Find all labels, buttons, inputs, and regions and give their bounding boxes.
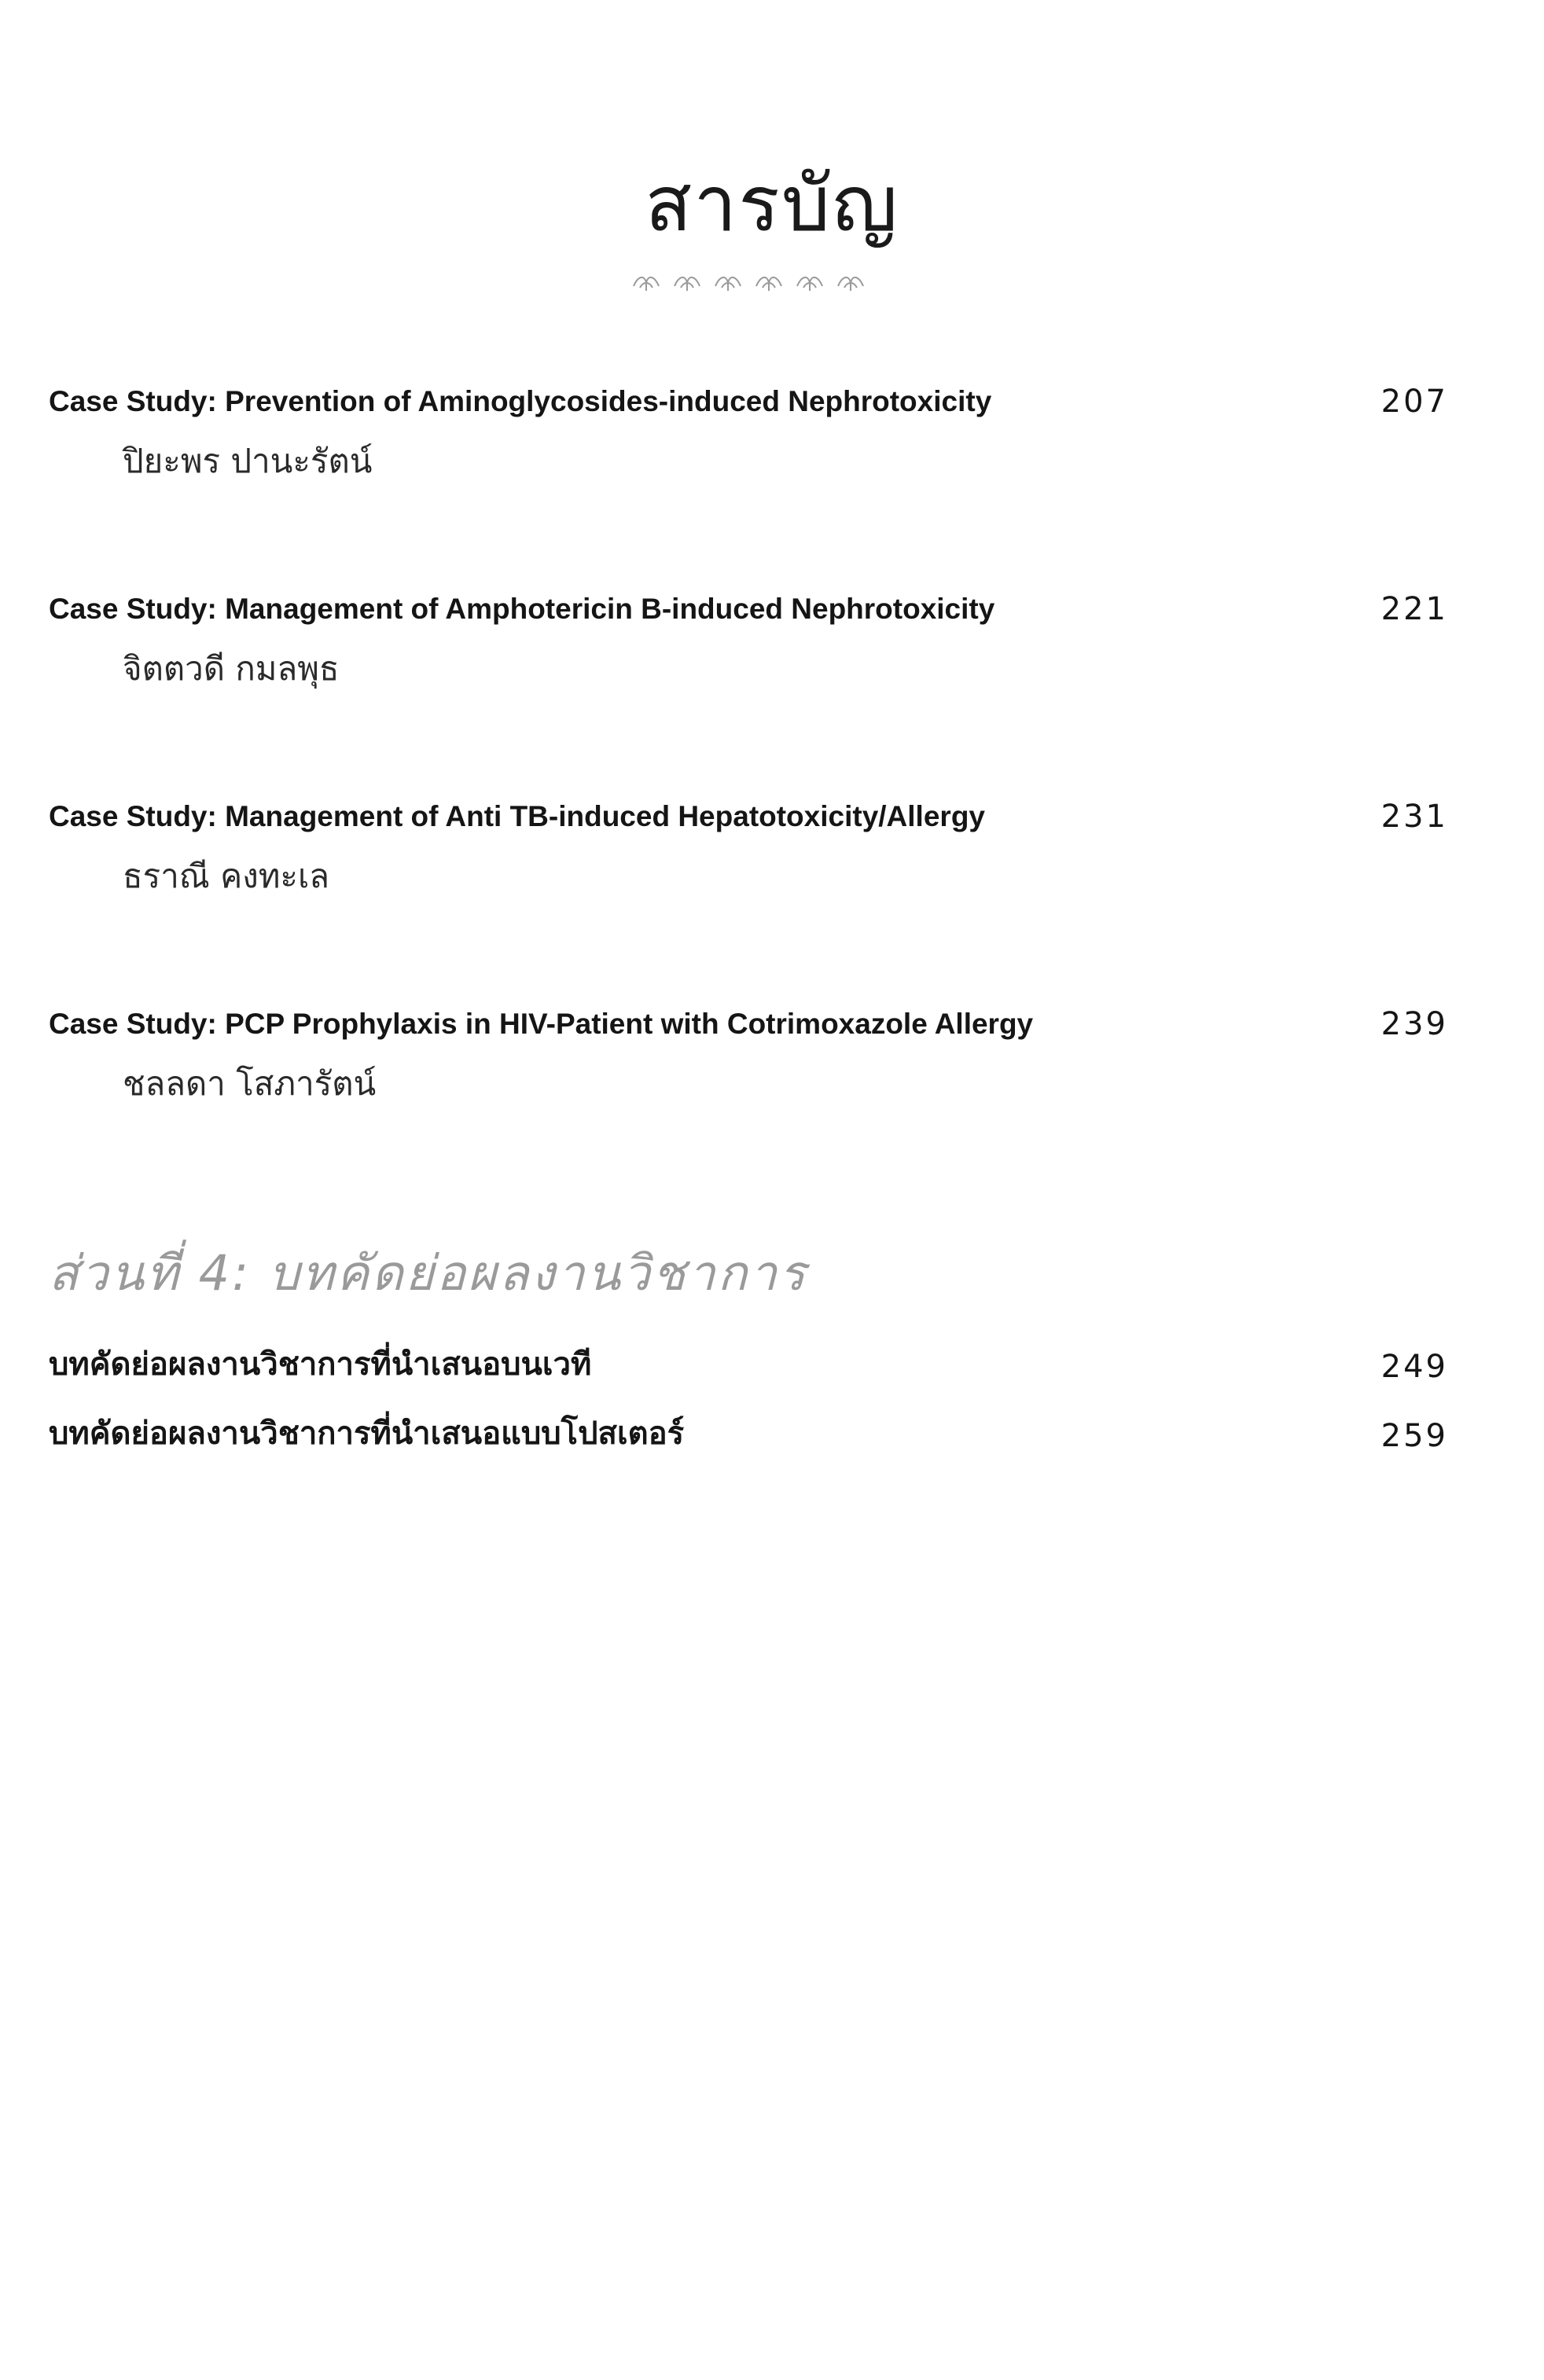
section-entry-title[interactable]: บทคัดย่อผลงานวิชาการที่นำเสนอบนเวที	[49, 1346, 592, 1383]
section-entry-page-number: 259	[1380, 1418, 1448, 1454]
title-ornament	[630, 270, 866, 297]
toc-entry[interactable]	[49, 1006, 1448, 1104]
entry-title[interactable]: Case Study: PCP Prophylaxis in HIV-Patient with Cotrimoxazole Allergy	[49, 1008, 1034, 1040]
entry-page-number: 239	[1380, 1006, 1448, 1042]
section-entry[interactable]	[49, 1342, 1448, 1386]
page-title: สารบัญ	[645, 160, 899, 249]
toc-entry[interactable]	[49, 591, 1448, 689]
entry-title[interactable]: Case Study: Management of Anti TB-induced Hepatotoxicity/Allergy	[49, 800, 985, 832]
section-entry-title[interactable]: บทคัดย่อผลงานวิชาการที่นำเสนอแบบโปสเตอร์	[49, 1416, 685, 1452]
entry-author: ธราณี คงทะเล	[123, 857, 330, 895]
flourish-icon	[671, 270, 703, 294]
entry-author: ชลลดา โสภารัตน์	[123, 1064, 377, 1103]
entry-page-number: 221	[1380, 591, 1448, 627]
flourish-icon	[835, 270, 866, 294]
section-entry-page-number: 249	[1380, 1349, 1448, 1385]
entry-title[interactable]: Case Study: Prevention of Aminoglycosides-induced Nephrotoxicity	[49, 385, 992, 417]
section-heading: ส่วนที่ 4: บทคัดย่อผลงานวิชาการ	[49, 1244, 808, 1302]
toc-entry[interactable]	[49, 799, 1448, 896]
entry-author: จิตตวดี กมลพุธ	[123, 649, 340, 688]
flourish-icon	[794, 270, 825, 294]
section-entry[interactable]	[49, 1412, 1448, 1456]
entry-page-number: 207	[1380, 384, 1448, 420]
flourish-icon	[712, 270, 744, 294]
entry-author: ปิยะพร ปานะรัตน์	[123, 442, 373, 480]
entry-page-number: 231	[1380, 799, 1448, 835]
flourish-icon	[630, 270, 662, 294]
toc-entry[interactable]	[49, 384, 1448, 481]
entry-title[interactable]: Case Study: Management of Amphotericin B-induced Nephrotoxicity	[49, 593, 995, 625]
flourish-icon	[753, 270, 785, 294]
